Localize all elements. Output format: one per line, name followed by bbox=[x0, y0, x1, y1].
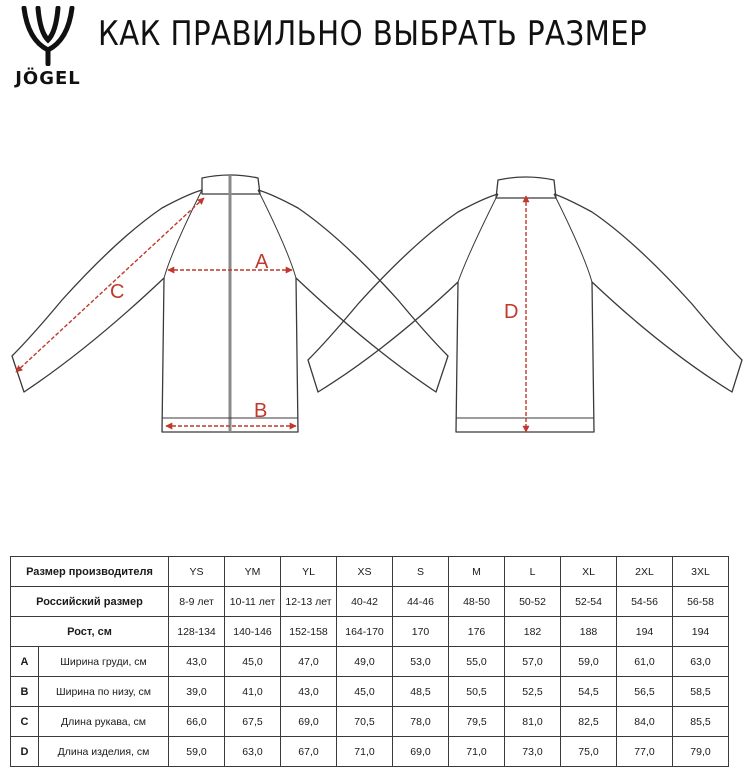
table-cell: L bbox=[505, 557, 561, 587]
size-table bbox=[10, 556, 729, 767]
row-label: Размер производителя bbox=[11, 557, 169, 587]
table-cell: 164-170 bbox=[337, 617, 393, 647]
measure-letter: C bbox=[11, 707, 39, 737]
table-cell: 71,0 bbox=[449, 737, 505, 767]
measure-label-a: A bbox=[255, 251, 269, 273]
row-label: Ширина по низу, см bbox=[39, 677, 169, 707]
table-cell: 3XL bbox=[673, 557, 729, 587]
row-label: Длина изделия, см bbox=[39, 737, 169, 767]
table-header-row bbox=[11, 557, 729, 587]
row-label: Ширина груди, см bbox=[39, 647, 169, 677]
brand-logo bbox=[8, 6, 88, 96]
table-cell: YM bbox=[225, 557, 281, 587]
table-cell: 43,0 bbox=[281, 677, 337, 707]
table-cell: 45,0 bbox=[225, 647, 281, 677]
brand-name: JÖGEL bbox=[15, 68, 81, 89]
table-cell: 56-58 bbox=[673, 587, 729, 617]
table-cell: 79,5 bbox=[449, 707, 505, 737]
table-cell: 55,0 bbox=[449, 647, 505, 677]
table-cell: 58,5 bbox=[673, 677, 729, 707]
measure-label-c: C bbox=[110, 281, 125, 303]
table-row bbox=[11, 677, 729, 707]
table-cell: S bbox=[393, 557, 449, 587]
row-label: Российский размер bbox=[11, 587, 169, 617]
table-cell: 59,0 bbox=[561, 647, 617, 677]
logo-emblem-icon bbox=[18, 6, 78, 66]
table-cell: 50-52 bbox=[505, 587, 561, 617]
table-cell: 73,0 bbox=[505, 737, 561, 767]
page-title: КАК ПРАВИЛЬНО ВЫБРАТЬ РАЗМЕР bbox=[98, 14, 648, 54]
table-cell: 39,0 bbox=[169, 677, 225, 707]
table-header-row bbox=[11, 617, 729, 647]
table-cell: 56,5 bbox=[617, 677, 673, 707]
table-cell: 59,0 bbox=[169, 737, 225, 767]
measure-label-b: B bbox=[254, 400, 268, 422]
table-cell: 50,5 bbox=[449, 677, 505, 707]
table-cell: 194 bbox=[617, 617, 673, 647]
jacket-back bbox=[308, 177, 742, 432]
table-cell: 52,5 bbox=[505, 677, 561, 707]
jacket-measurement-diagram bbox=[0, 160, 754, 450]
table-cell: 40-42 bbox=[337, 587, 393, 617]
table-cell: 128-134 bbox=[169, 617, 225, 647]
measure-label-d: D bbox=[504, 301, 519, 323]
table-cell: M bbox=[449, 557, 505, 587]
table-cell: 75,0 bbox=[561, 737, 617, 767]
table-cell: 47,0 bbox=[281, 647, 337, 677]
table-row bbox=[11, 737, 729, 767]
table-cell: 79,0 bbox=[673, 737, 729, 767]
table-cell: 49,0 bbox=[337, 647, 393, 677]
table-cell: 54-56 bbox=[617, 587, 673, 617]
table-cell: 2XL bbox=[617, 557, 673, 587]
table-cell: 69,0 bbox=[281, 707, 337, 737]
table-cell: 63,0 bbox=[225, 737, 281, 767]
table-cell: 48-50 bbox=[449, 587, 505, 617]
table-cell: 85,5 bbox=[673, 707, 729, 737]
table-cell: 48,5 bbox=[393, 677, 449, 707]
table-header-row bbox=[11, 587, 729, 617]
table-cell: XL bbox=[561, 557, 617, 587]
measure-letter: D bbox=[11, 737, 39, 767]
table-cell: 140-146 bbox=[225, 617, 281, 647]
table-cell: 188 bbox=[561, 617, 617, 647]
table-cell: XS bbox=[337, 557, 393, 587]
table-cell: 70,5 bbox=[337, 707, 393, 737]
table-cell: 43,0 bbox=[169, 647, 225, 677]
table-cell: 81,0 bbox=[505, 707, 561, 737]
table-cell: 44-46 bbox=[393, 587, 449, 617]
measure-letter: B bbox=[11, 677, 39, 707]
table-cell: 8-9 лет bbox=[169, 587, 225, 617]
table-cell: 45,0 bbox=[337, 677, 393, 707]
table-cell: 194 bbox=[673, 617, 729, 647]
table-cell: 170 bbox=[393, 617, 449, 647]
table-row bbox=[11, 707, 729, 737]
table-cell: 61,0 bbox=[617, 647, 673, 677]
measure-letter: A bbox=[11, 647, 39, 677]
table-cell: 53,0 bbox=[393, 647, 449, 677]
jacket-front bbox=[12, 175, 448, 432]
table-cell: 152-158 bbox=[281, 617, 337, 647]
table-cell: YS bbox=[169, 557, 225, 587]
table-cell: YL bbox=[281, 557, 337, 587]
table-row bbox=[11, 647, 729, 677]
table-cell: 66,0 bbox=[169, 707, 225, 737]
table-cell: 10-11 лет bbox=[225, 587, 281, 617]
table-cell: 78,0 bbox=[393, 707, 449, 737]
table-cell: 63,0 bbox=[673, 647, 729, 677]
table-cell: 57,0 bbox=[505, 647, 561, 677]
table-cell: 52-54 bbox=[561, 587, 617, 617]
table-cell: 82,5 bbox=[561, 707, 617, 737]
table-cell: 41,0 bbox=[225, 677, 281, 707]
table-cell: 54,5 bbox=[561, 677, 617, 707]
table-cell: 69,0 bbox=[393, 737, 449, 767]
table-cell: 176 bbox=[449, 617, 505, 647]
row-label: Рост, см bbox=[11, 617, 169, 647]
table-cell: 77,0 bbox=[617, 737, 673, 767]
table-cell: 12-13 лет bbox=[281, 587, 337, 617]
table-cell: 182 bbox=[505, 617, 561, 647]
table-cell: 71,0 bbox=[337, 737, 393, 767]
table-cell: 84,0 bbox=[617, 707, 673, 737]
table-cell: 67,0 bbox=[281, 737, 337, 767]
row-label: Длина рукава, см bbox=[39, 707, 169, 737]
table-cell: 67,5 bbox=[225, 707, 281, 737]
